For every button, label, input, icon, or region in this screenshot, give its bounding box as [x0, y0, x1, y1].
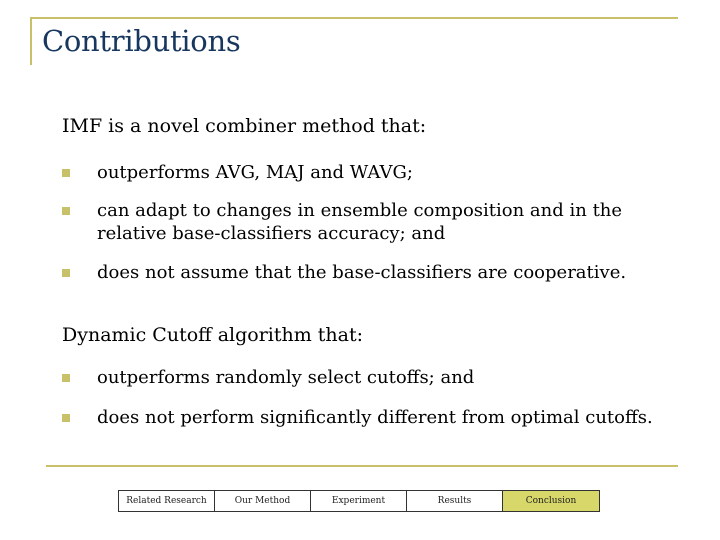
frame-top-line [30, 17, 678, 19]
frame-left-line [30, 17, 32, 65]
nav-item-results[interactable]: Results [407, 491, 503, 511]
nav-item-related-research[interactable]: Related Research [119, 491, 215, 511]
list-item: outperforms AVG, MAJ and WAVG; [97, 162, 413, 183]
bullet-icon [62, 207, 70, 215]
section-heading-imf: IMF is a novel combiner method that: [62, 115, 427, 137]
nav-item-experiment[interactable]: Experiment [311, 491, 407, 511]
slide-title: Contributions [42, 24, 241, 58]
list-item: can adapt to changes in ensemble composition and in the relative base-classifiers accuracy; and [97, 200, 623, 244]
bullet-icon [62, 414, 70, 422]
nav-item-our-method[interactable]: Our Method [215, 491, 311, 511]
section-nav-bar [118, 490, 600, 512]
nav-item-conclusion[interactable]: Conclusion [503, 491, 599, 511]
bullet-icon [62, 269, 70, 277]
bullet-icon [62, 169, 70, 177]
bullet-icon [62, 374, 70, 382]
list-item: does not perform significantly different from optimal cutoffs. [97, 407, 653, 428]
section-heading-cutoff: Dynamic Cutoff algorithm that: [62, 324, 364, 346]
list-item: does not assume that the base-classifiers are cooperative. [97, 262, 627, 283]
list-item: outperforms randomly select cutoffs; and [97, 367, 475, 388]
footer-divider [46, 465, 678, 467]
